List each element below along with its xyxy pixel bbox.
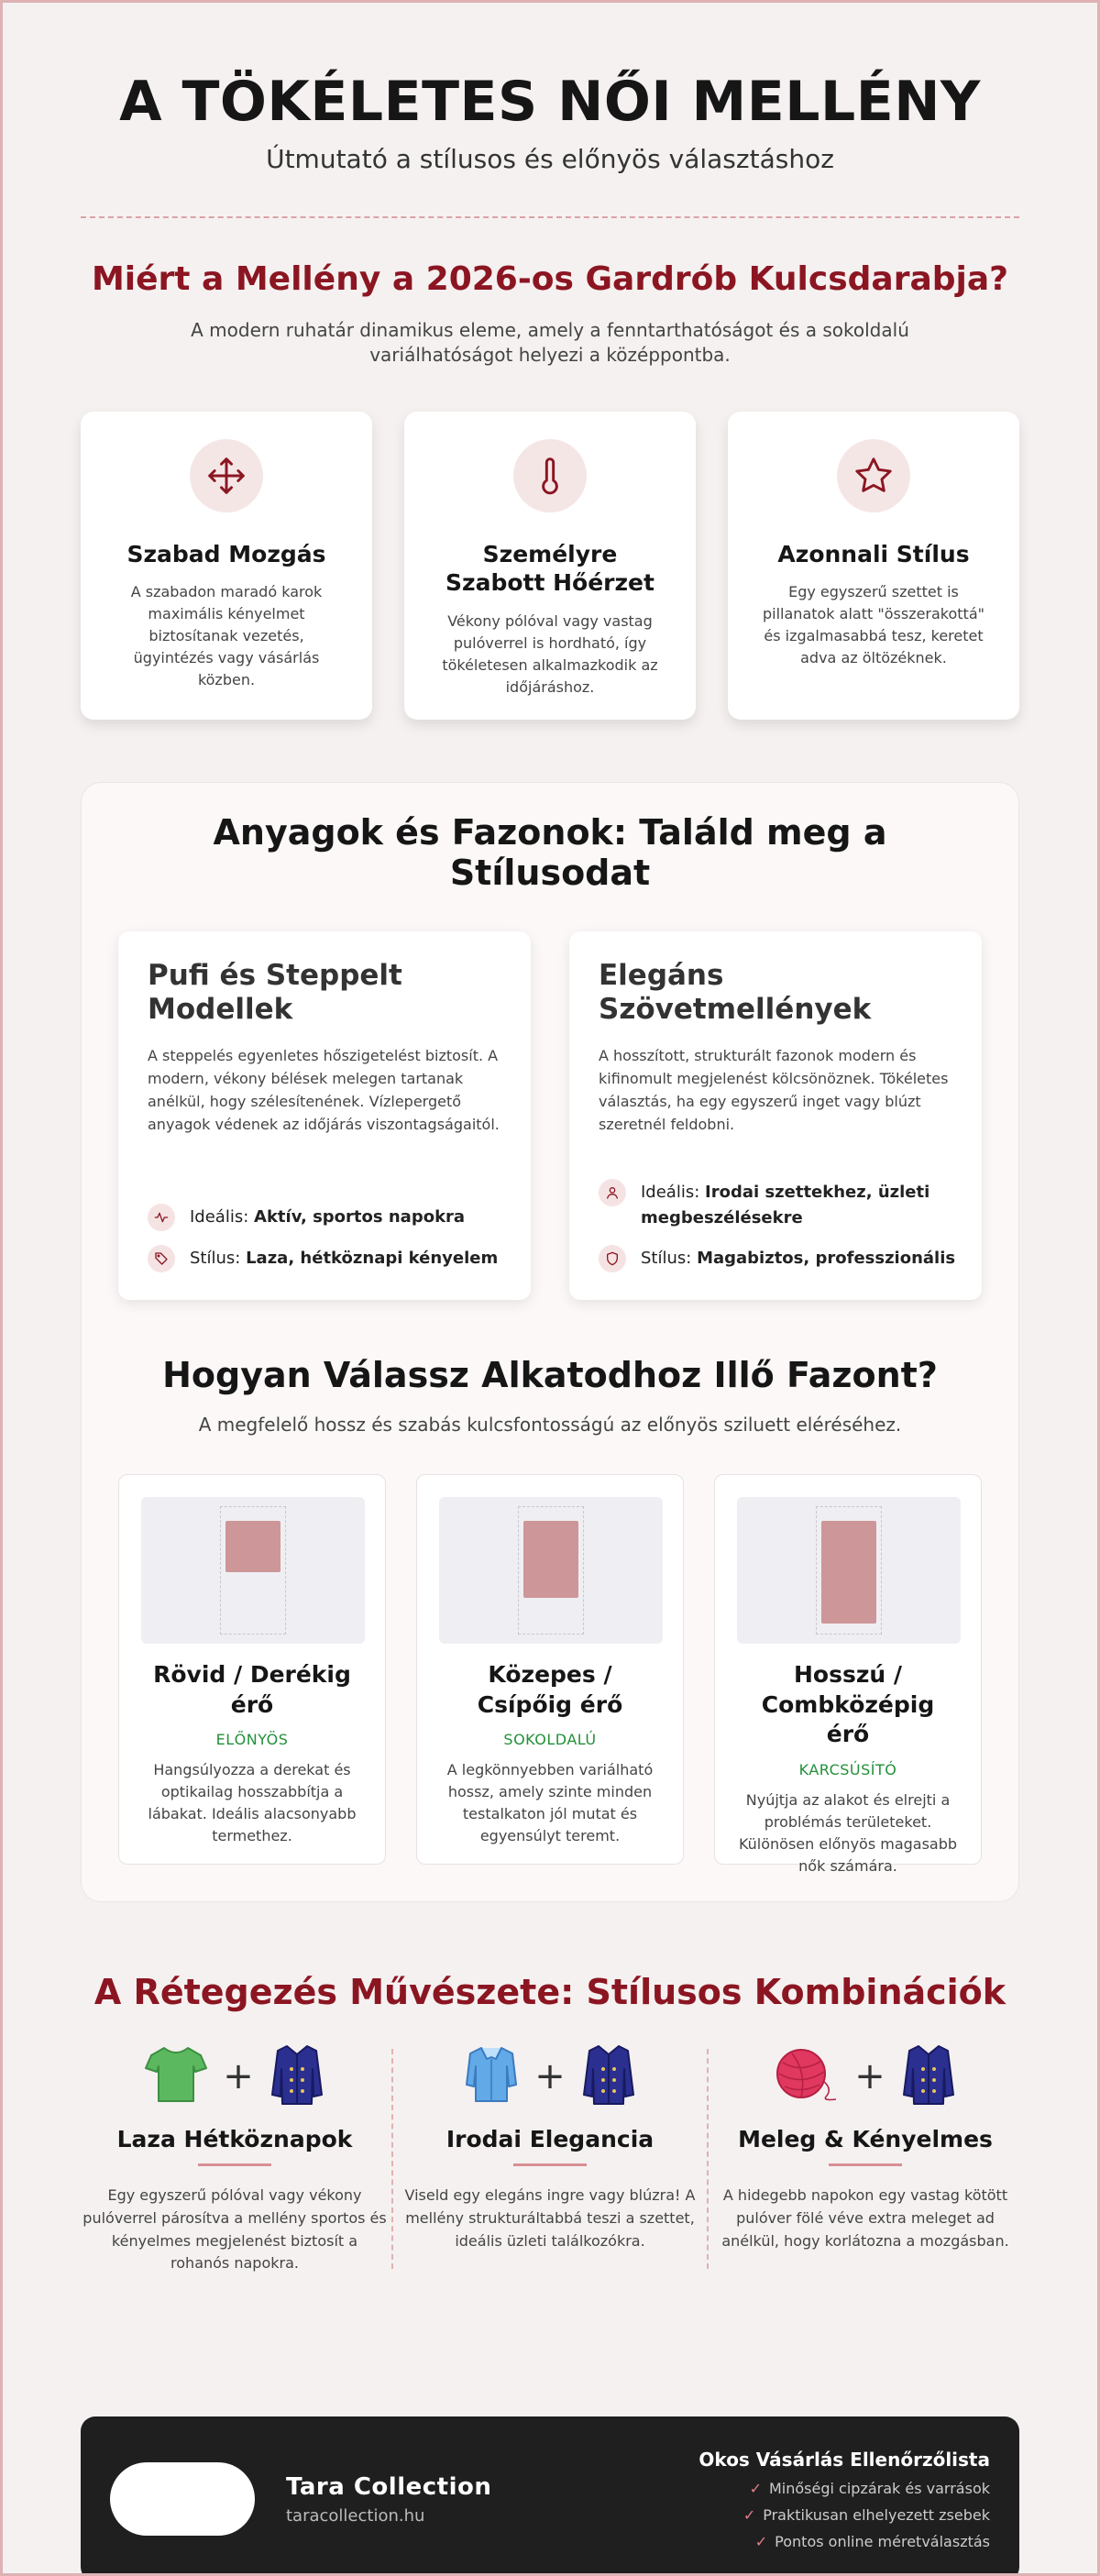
check-icon: ✓ (742, 2505, 756, 2524)
blouse-icon (463, 2044, 520, 2108)
coat-icon (900, 2043, 957, 2109)
brand-url[interactable]: taracollection.hu (286, 2505, 425, 2526)
combo-list (81, 2045, 1019, 2275)
coat-icon (269, 2043, 325, 2109)
fit-card (416, 1474, 684, 1865)
combo-divider (707, 2049, 709, 2269)
why-section (81, 218, 1019, 720)
content (81, 3, 1019, 2576)
material-text: A hosszított, strukturált fazonok modern és kifinomult megjelenést kölcsönöznek. Tökéletes választás, ha egy egyszerű inget vagy blúzt szeretnél feldobni. (599, 1047, 949, 1133)
checklist (698, 2449, 990, 2550)
fit-card-label: KARCSÚSÍTÓ (798, 1760, 897, 1778)
material-card (569, 931, 982, 1300)
material-tag (148, 1205, 509, 1231)
combo-item (711, 2045, 1019, 2275)
combo-underline (829, 2163, 902, 2166)
tag-icon (148, 1245, 175, 1272)
combo-divider (391, 2049, 393, 2269)
material-title: Pufi és Steppelt Modellek (148, 959, 402, 1027)
combo-underline (198, 2163, 271, 2166)
brand-name: Tara Collection (286, 2472, 492, 2501)
feature-title: Azonnali Stílus (777, 541, 970, 567)
why-description: A modern ruhatár dinamikus eleme, amely a fenntarthatóságot és a sokoldalú variálhatóságot helyezi a középpontba. (191, 319, 909, 366)
fit-card-title: Közepes / Csípőig érő (477, 1661, 623, 1718)
fit-card-text: Hangsúlyozza a derekat és optikailag hosszabbítja a lábakat. Ideális alacsonyabb termethez. (148, 1761, 357, 1844)
vest-shape (821, 1521, 876, 1624)
plus-sign: + (854, 2055, 886, 2097)
combo-text: A hidegebb napokon egy vastag kötött pulóver fölé véve extra meleget ad anélkül, hogy korlátozna a mozgásban. (721, 2186, 1009, 2250)
material-tag (148, 1246, 509, 1272)
fit-card-label: ELŐNYÖS (215, 1731, 289, 1748)
combo-icons (81, 2045, 389, 2108)
shield-icon (599, 1245, 626, 1272)
material-cards (118, 931, 982, 1300)
feature-card (81, 412, 372, 720)
material-text: A steppelés egyenletes hőszigetelést biztosít. A modern, vékony bélések melegen tartanak anélkül, hogy szélesítenének. Vízlepergető anyagok védenek az időjárás viszontagságaitól. (148, 1047, 500, 1133)
feature-text: Egy egyszerű szettet is pillanatok alatt "összerakottá" és izgalmasabbá tesz, keretet adva az öltözéknek. (763, 583, 984, 667)
plus-sign: + (534, 2055, 566, 2097)
activity-icon (148, 1204, 175, 1231)
combo-item (396, 2045, 704, 2275)
fit-card-text: A legkönnyebben variálható hossz, amely szinte minden testalkaton jól mutat és egyensúlyt teremt. (446, 1761, 654, 1844)
tshirt-icon (144, 2044, 208, 2108)
plus-sign: + (223, 2055, 254, 2097)
material-tag (599, 1246, 960, 1272)
footer (81, 2416, 1019, 2576)
fit-card-text: Nyújtja az alakot és elrejti a problémás területeket. Különösen előnyös magasabb nők számára. (738, 1790, 958, 1875)
why-title: Miért a Mellény a 2026-os Gardrób Kulcsdarabja? (91, 260, 1009, 298)
combo-text: Egy egyszerű pólóval vagy vékony pulóverrel párosítva a mellény sportos és kényelmes megjelenést biztosít a rohanós napokra. (82, 2186, 387, 2273)
user-icon (599, 1179, 626, 1206)
feature-title: Személyre Szabott Hőérzet (446, 541, 654, 597)
tag-text: Stílus: Magabiztos, professzionális (641, 1249, 956, 1268)
fit-card-label: SOKOLDALÚ (503, 1731, 597, 1748)
move-arrows-icon (190, 439, 263, 512)
checklist-title: Okos Vásárlás Ellenőrzőlista (698, 2448, 990, 2471)
fit-card (118, 1474, 386, 1865)
feature-text: Vékony pólóval vagy vastag pulóverrel is hordható, így tökéletesen alkalmazkodik az időjáráshoz. (442, 611, 658, 696)
fit-card-title: Rövid / Derékig érő (153, 1661, 351, 1718)
check-icon: ✓ (754, 2532, 768, 2550)
combo-title: Meleg & Kényelmes (738, 2126, 993, 2152)
brand-logo (110, 2462, 255, 2536)
material-title: Elegáns Szövetmellények (599, 959, 872, 1027)
fit-illustration (141, 1497, 365, 1644)
coat-icon (580, 2043, 637, 2109)
material-tag (599, 1180, 960, 1231)
tag-text: Ideális: Irodai szettekhez, üzleti megbeszélésekre (641, 1183, 930, 1228)
fit-illustration (439, 1497, 663, 1644)
fit-section (118, 1355, 982, 1875)
star-icon (837, 439, 910, 512)
material-tags (148, 1190, 509, 1272)
checklist-item: ✓ Minőségi cipzárak és varrások (749, 2479, 990, 2497)
combo-item (81, 2045, 389, 2275)
check-icon: ✓ (749, 2479, 762, 2497)
yarn-ball-icon (774, 2046, 840, 2107)
material-tags (599, 1165, 960, 1272)
checklist-item: ✓ Praktikusan elhelyezett zsebek (742, 2505, 990, 2524)
thermometer-icon (513, 439, 587, 512)
combo-title: Irodai Elegancia (446, 2126, 654, 2152)
fit-illustration (737, 1497, 961, 1644)
combo-underline (513, 2163, 587, 2166)
materials-title: Anyagok és Fazonok: Találd meg a Stílusodat (213, 812, 887, 893)
page-title: A TÖKÉLETES NŐI MELLÉNY (119, 70, 981, 134)
material-card (118, 931, 531, 1300)
checklist-items (698, 2480, 990, 2550)
tag-text: Stílus: Laza, hétköznapi kényelem (190, 1249, 499, 1268)
page-subtitle: Útmutató a stílusos és előnyös választáshoz (266, 144, 834, 174)
hero (81, 3, 1019, 218)
combo-title: Laza Hétköznapok (116, 2126, 353, 2152)
feature-title: Szabad Mozgás (126, 541, 326, 567)
feature-card (404, 412, 696, 720)
fit-description: A megfelelő hossz és szabás kulcsfontosságú az előnyös sziluett eléréséhez. (198, 1414, 902, 1436)
tag-text: Ideális: Aktív, sportos napokra (190, 1207, 466, 1227)
combo-text: Viseld egy elegáns ingre vagy blúzra! A mellény strukturáltabbá teszi a szettet, ideális üzleti találkozókra. (404, 2186, 696, 2250)
vest-shape (226, 1521, 280, 1572)
brand-text (286, 2473, 491, 2526)
fit-cards (118, 1474, 982, 1875)
materials-panel (81, 782, 1019, 1902)
layering-section (81, 1972, 1019, 2275)
feature-text: A szabadon maradó karok maximális kényelmet biztosítanak vezetés, ügyintézés vagy vásárlás közben. (130, 583, 323, 689)
fit-title: Hogyan Válassz Alkatodhoz Illő Fazont? (162, 1355, 938, 1395)
feature-card (728, 412, 1019, 720)
vest-shape (523, 1521, 578, 1598)
fit-card-title: Hosszú / Combközépig érő (761, 1661, 935, 1747)
layering-title: A Rétegezés Művészete: Stílusos Kombinációk (94, 1972, 1006, 2012)
combo-icons (396, 2045, 704, 2108)
fit-card (714, 1474, 982, 1875)
combo-icons (711, 2045, 1019, 2108)
feature-cards (81, 412, 1019, 720)
brand (110, 2462, 491, 2536)
checklist-item: ✓ Pontos online méretválasztás (754, 2532, 990, 2550)
